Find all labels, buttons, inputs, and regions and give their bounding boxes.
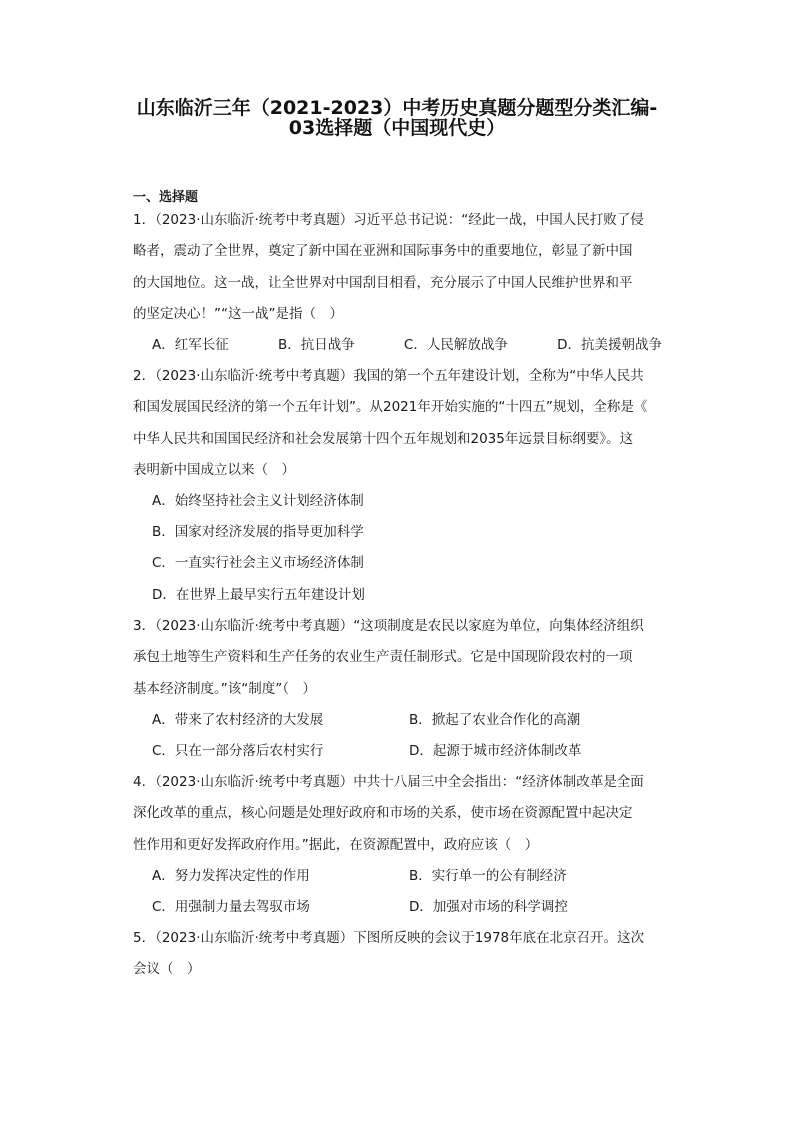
question-3	[133, 611, 659, 705]
option-c: C．人民解放战争	[403, 337, 508, 353]
question-1-line-3: 的大国地位。这一战，让全世界对中国刮目相看，充分展示了中国人民维护世界和平	[133, 274, 633, 291]
question-4	[133, 767, 659, 861]
question-5-line-1: 5．（2023·山东临沂·统考中考真题）下图所反映的会议于1978年底在北京召开。这次	[133, 930, 645, 946]
question-4-line-2: 深化改革的重点，核心问题是处理好政府和市场的关系，使市场在资源配置中起决定	[133, 805, 633, 822]
question-4-line-3: 性作用和更好发挥政府作用。”据此，在资源配置中，政府应该（ ）	[133, 836, 539, 853]
question-4-options-row-2	[152, 892, 662, 923]
question-1-line-2: 略者，震动了全世界，奠定了新中国在亚洲和国际事务中的重要地位，彰显了新中国	[133, 243, 633, 260]
option-d: D．加强对市场的科学调控	[409, 899, 568, 915]
option-c: C．用强制力量去驾驭市场	[152, 899, 310, 915]
option-a: A．始终坚持社会主义计划经济体制	[152, 493, 364, 509]
question-1-options	[152, 330, 662, 361]
question-1	[133, 205, 659, 331]
question-1-line-1: 1．（2023·山东临沂·统考中考真题）习近平总书记说：“经此一战，中国人民打败了侵	[133, 212, 644, 228]
question-3-options-row-1	[152, 705, 662, 736]
question-4-line-1: 4．（2023·山东临沂·统考中考真题）中共十八届三中全会指出：“经济体制改革是全面	[133, 774, 644, 790]
document-title-line-2: 03选择题（中国现代史）	[288, 117, 506, 139]
option-b: B．国家对经济发展的指导更加科学	[152, 524, 364, 540]
question-3-line-3: 基本经济制度。”该“制度”（ ）	[133, 680, 316, 697]
option-b: B．实行单一的公有制经济	[409, 868, 567, 884]
option-a: A．带来了农村经济的大发展	[152, 712, 324, 728]
option-c: C．一直实行社会主义市场经济体制	[152, 555, 364, 571]
question-1-line-4: 的坚定决心！”“这一战”是指（ ）	[133, 306, 343, 323]
question-5-line-2: 会议（ ）	[133, 961, 201, 978]
option-a: A．红军长征	[152, 337, 229, 353]
question-2	[133, 361, 659, 487]
option-b: B．抗日战争	[277, 337, 355, 353]
question-2-line-4: 表明新中国成立以来（ ）	[133, 462, 295, 479]
question-2-line-1: 2．（2023·山东临沂·统考中考真题）我国的第一个五年建设计划，全称为“中华人民共	[133, 368, 644, 384]
question-4-options-row-1	[152, 861, 662, 892]
section-heading: 一、选择题	[133, 190, 199, 205]
document-title-line-1: 山东临沂三年（2021-2023）中考历史真题分题型分类汇编-	[136, 97, 658, 119]
question-5	[133, 923, 659, 986]
option-d: D．抗美援朝战争	[557, 337, 662, 353]
option-d: D．起源于城市经济体制改革	[409, 743, 582, 759]
question-2-line-3: 中华人民共和国国民经济和社会发展第十四个五年规划和2035年远景目标纲要》。这	[133, 430, 634, 447]
question-3-line-1: 3．（2023·山东临沂·统考中考真题）“这项制度是农民以家庭为单位，向集体经济组织	[133, 618, 644, 634]
option-b: B．掀起了农业合作化的高潮	[409, 712, 581, 728]
option-d: D．在世界上最早实行五年建设计划	[152, 587, 365, 603]
question-2-line-2: 和国发展国民经济的第一个五年计划”。从2021年开始实施的“十四五”规划，全称是《	[133, 399, 648, 416]
option-c: C．只在一部分落后农村实行	[152, 743, 324, 759]
question-3-options-row-2	[152, 736, 662, 767]
question-3-line-2: 承包土地等生产资料和生产任务的农业生产责任制形式。它是中国现阶段农村的一项	[133, 649, 633, 666]
option-a: A．努力发挥决定性的作用	[152, 868, 310, 884]
